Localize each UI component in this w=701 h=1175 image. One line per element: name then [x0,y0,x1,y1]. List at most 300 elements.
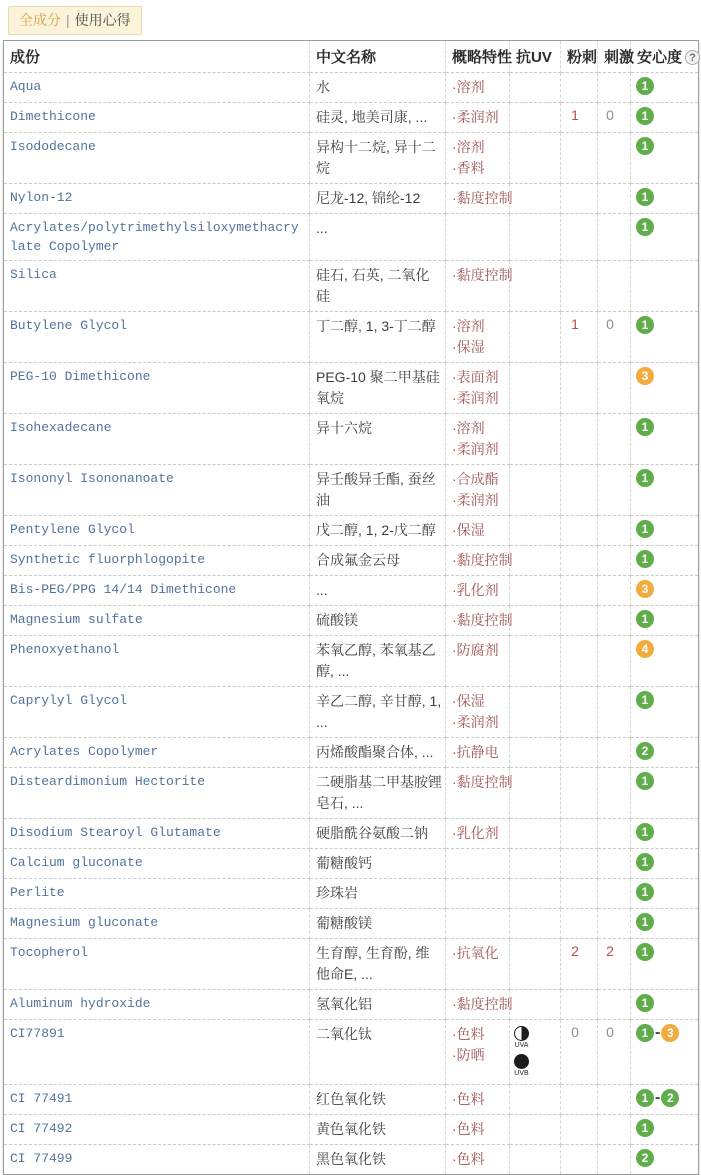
acne-value-cell [561,576,598,606]
properties-cell [446,939,510,990]
ingredient-name-link[interactable]: Caprylyl Glycol [4,687,310,738]
table-row [4,363,699,414]
safety-badge-cell [631,103,699,133]
safety-badge-green: 1 [636,218,654,236]
ingredient-name-link[interactable]: Silica [4,261,310,312]
chinese-name-cell: 葡糖酸镁 [310,909,446,939]
safety-badge-green: 1 [636,418,654,436]
property-tag: ·保湿 [452,339,485,355]
ingredient-name-link[interactable]: Aluminum hydroxide [4,990,310,1020]
properties-cell [446,606,513,636]
properties-cell [446,990,513,1020]
properties-cell [446,214,510,261]
safety-badge-cell [631,414,699,465]
safety-badge-cell [631,1085,699,1115]
safety-badge-green: 1 [636,77,654,95]
property-tag: ·黏度控制 [452,774,513,790]
anti-uv-cell [510,261,561,312]
acne-value-cell [561,214,598,261]
acne-value-cell [561,516,598,546]
acne-value-cell [561,1115,598,1145]
properties-cell [446,1085,510,1115]
irritation-value-cell [598,636,631,687]
chinese-name-cell: 苯氧乙醇, 苯氧基乙醇, ... [310,636,446,687]
acne-value-cell: 0 [561,1020,598,1085]
anti-uv-cell [510,546,561,576]
anti-uv-cell [510,184,561,214]
property-tag: ·保湿 [452,693,485,709]
header-properties: 概略特性 [446,41,510,73]
irritation-value-cell [598,546,631,576]
ingredient-name-link[interactable]: CI77891 [4,1020,310,1085]
property-tag: ·溶剂 [452,318,485,334]
table-row [4,687,699,738]
safety-badge-green: 2 [636,1149,654,1167]
anti-uv-cell [510,465,561,516]
properties-cell [446,261,513,312]
ingredient-name-link[interactable]: Butylene Glycol [4,312,310,363]
ingredient-name-link[interactable]: Disteardimonium Hectorite [4,768,310,819]
safety-badge-cell [631,909,699,939]
property-tag: ·溶剂 [452,420,485,436]
table-row [4,133,699,184]
acne-value-cell [561,546,598,576]
table-row [4,1145,699,1175]
acne-value-cell: 2 [561,939,598,990]
safety-badge-cell [631,768,699,819]
ingredient-name-link[interactable]: Nylon-12 [4,184,310,214]
ingredient-name-link[interactable]: PEG-10 Dimethicone [4,363,310,414]
acne-value-cell [561,768,598,819]
safety-badge-green: 1 [636,316,654,334]
anti-uv-cell [510,414,561,465]
acne-value-cell [561,1145,598,1175]
property-tag: ·保湿 [452,522,485,538]
table-row [4,1115,699,1145]
chinese-name-cell: 尼龙-12, 锦纶-12 [310,184,446,214]
property-tag: ·溶剂 [452,139,485,155]
properties-cell [446,73,510,103]
safety-badge-green: 1 [636,943,654,961]
safety-badge-cell [631,687,699,738]
acne-value-cell [561,1085,598,1115]
ingredient-name-link[interactable]: Perlite [4,879,310,909]
badge-range-dash: - [655,1024,661,1041]
property-tag: ·色料 [452,1091,485,1107]
ingredient-name-link[interactable]: Pentylene Glycol [4,516,310,546]
header-safety [631,41,699,73]
property-tag: ·柔润剂 [452,714,499,730]
table-row [4,636,699,687]
header-anti-uv: 抗UV [510,41,561,73]
table-row [4,414,699,465]
property-tag: ·黏度控制 [452,612,513,628]
chinese-name-cell: 黑色氧化铁 [310,1145,446,1175]
table-row [4,768,699,819]
table-body [4,73,699,1175]
acne-value-cell [561,261,598,312]
chinese-name-cell: 硫酸镁 [310,606,446,636]
chinese-name-cell: 戊二醇, 1, 2-戊二醇 [310,516,446,546]
safety-badge-cell [631,214,699,261]
header-ingredient: 成份 [4,41,310,73]
safety-badge-green: 1 [636,107,654,125]
safety-badge-orange: 3 [661,1024,679,1042]
properties-cell [446,312,510,363]
property-tag: ·防晒 [452,1047,485,1063]
property-tag: ·色料 [452,1026,485,1042]
table-row [4,312,699,363]
table-row [4,1085,699,1115]
properties-cell [446,133,510,184]
acne-value-cell [561,465,598,516]
properties-cell [446,879,510,909]
chinese-name-cell: 二氧化钛 [310,1020,446,1085]
safety-badge-cell [631,363,699,414]
safety-badge-cell [631,819,699,849]
properties-cell [446,516,510,546]
ingredient-name-link[interactable]: Magnesium sulfate [4,606,310,636]
safety-badge-orange: 3 [636,367,654,385]
safety-badge-cell [631,990,699,1020]
tab-separator: | [66,12,70,28]
property-tag: ·乳化剂 [452,825,499,841]
safety-badge-orange: 4 [636,640,654,658]
anti-uv-cell [510,879,561,909]
property-tag: ·合成酯 [452,471,499,487]
irritation-value-cell [598,184,631,214]
tab-bar [0,0,701,40]
safety-badge-cell [631,465,699,516]
irritation-value-cell [598,849,631,879]
anti-uv-cell [510,1020,561,1085]
chinese-name-cell: 葡糖酸钙 [310,849,446,879]
table-row [4,990,699,1020]
safety-badge-green: 1 [636,137,654,155]
irritation-value-cell [598,768,631,819]
anti-uv-cell [510,103,561,133]
safety-badge-green: 2 [661,1089,679,1107]
irritation-value-cell [598,879,631,909]
property-tag: ·黏度控制 [452,267,513,283]
safety-badge-green: 1 [636,853,654,871]
acne-value-cell [561,73,598,103]
property-tag: ·柔润剂 [452,109,499,125]
ingredient-name-link[interactable]: Dimethicone [4,103,310,133]
ingredient-name-link[interactable]: Acrylates Copolymer [4,738,310,768]
ingredients-table [3,40,699,1175]
safety-badge-cell [631,73,699,103]
ingredient-name-link[interactable]: Isononyl Isononanoate [4,465,310,516]
ingredient-name-link[interactable]: Isododecane [4,133,310,184]
safety-badge-cell [631,738,699,768]
chinese-name-cell: 二硬脂基二甲基胺锂皂石, ... [310,768,446,819]
property-tag: ·色料 [452,1151,485,1167]
properties-cell [446,103,510,133]
table-row [4,819,699,849]
ingredient-name-link[interactable]: Phenoxyethanol [4,636,310,687]
ingredient-name-link[interactable]: Tocopherol [4,939,310,990]
chinese-name-cell: 异十六烷 [310,414,446,465]
safety-badge-cell [631,606,699,636]
safety-badge-cell [631,849,699,879]
table-header-row [4,41,699,73]
safety-badge-green: 1 [636,913,654,931]
property-tag: ·色料 [452,1121,485,1137]
safety-badge-green: 1 [636,1024,654,1042]
uva-icon: UVA [514,1024,529,1050]
header-irritation: 刺激 [598,41,631,73]
safety-badge-cell [631,516,699,546]
safety-badge-green: 1 [636,823,654,841]
ingredient-name-link[interactable]: Disodium Stearoyl Glutamate [4,819,310,849]
table-row [4,103,699,133]
property-tag: ·黏度控制 [452,190,513,206]
anti-uv-cell [510,687,561,738]
safety-badge-orange: 3 [636,580,654,598]
anti-uv-cell [510,133,561,184]
anti-uv-cell [510,636,561,687]
table-row [4,738,699,768]
anti-uv-cell [510,1145,561,1175]
properties-cell [446,465,510,516]
safety-badge-green: 1 [636,550,654,568]
safety-badge-green: 1 [636,610,654,628]
acne-value-cell [561,184,598,214]
safety-badge-cell [631,1020,699,1085]
property-tag: ·黏度控制 [452,552,513,568]
properties-cell [446,184,513,214]
chinese-name-cell: 辛乙二醇, 辛甘醇, 1, ... [310,687,446,738]
anti-uv-cell [510,576,561,606]
table-row [4,184,699,214]
chinese-name-cell: 异壬酸异壬酯, 蚕丝油 [310,465,446,516]
property-tag: ·香料 [452,160,485,176]
safety-badge-cell [631,1115,699,1145]
chinese-name-cell: 生育醇, 生育酚, 维他命E, ... [310,939,446,990]
acne-value-cell [561,879,598,909]
property-tag: ·柔润剂 [452,441,499,457]
irritation-value-cell [598,516,631,546]
anti-uv-cell [510,312,561,363]
safety-badge-green: 1 [636,520,654,538]
irritation-value-cell [598,576,631,606]
anti-uv-cell [510,1115,561,1145]
table-row [4,606,699,636]
acne-value-cell [561,849,598,879]
header-safety-label: 安心度 [637,49,683,66]
chinese-name-cell: 硬脂酰谷氨酸二钠 [310,819,446,849]
chinese-name-cell: 黄色氧化铁 [310,1115,446,1145]
table-row [4,465,699,516]
chinese-name-cell: 红色氧化铁 [310,1085,446,1115]
property-tag: ·溶剂 [452,79,485,95]
irritation-value-cell [598,73,631,103]
properties-cell [446,414,510,465]
chinese-name-cell: 硅灵, 地美司康, ... [310,103,446,133]
chinese-name-cell: ... [310,576,446,606]
ingredient-name-link[interactable]: Calcium gluconate [4,849,310,879]
irritation-value-cell [598,1115,631,1145]
acne-value-cell [561,133,598,184]
properties-cell [446,363,510,414]
chinese-name-cell: ... [310,214,446,261]
anti-uv-cell [510,990,561,1020]
irritation-value-cell [598,1145,631,1175]
anti-uv-cell [510,363,561,414]
safety-badge-cell [631,312,699,363]
acne-value-cell [561,819,598,849]
acne-value-cell [561,687,598,738]
chinese-name-cell: 丙烯酸酯聚合体, ... [310,738,446,768]
irritation-value-cell [598,909,631,939]
table-row [4,939,699,990]
anti-uv-cell [510,909,561,939]
properties-cell [446,1145,510,1175]
anti-uv-cell [510,214,561,261]
anti-uv-cell [510,516,561,546]
ingredient-name-link[interactable]: Synthetic fluorphlogopite [4,546,310,576]
acne-value-cell: 1 [561,312,598,363]
acne-value-cell [561,738,598,768]
anti-uv-cell [510,939,561,990]
irritation-value-cell [598,133,631,184]
property-tag: ·黏度控制 [452,996,513,1012]
safety-badge-cell [631,1145,699,1175]
table-row [4,214,699,261]
properties-cell [446,546,513,576]
irritation-value-cell [598,214,631,261]
ingredient-name-link[interactable]: Acrylates/polytrimethylsiloxymethacrylate Copolymer [4,214,310,261]
ingredient-name-link[interactable]: CI 77491 [4,1085,310,1115]
safety-badge-green: 1 [636,188,654,206]
ingredient-name-link[interactable]: CI 77492 [4,1115,310,1145]
ingredient-name-link[interactable]: Bis-PEG/PPG 14/14 Dimethicone [4,576,310,606]
property-tag: ·抗氧化 [452,945,499,961]
properties-cell [446,738,510,768]
properties-cell [446,1115,510,1145]
table-row [4,261,699,312]
table-row [4,73,699,103]
header-acne: 粉刺 [561,41,598,73]
safety-badge-cell [631,546,699,576]
irritation-value-cell [598,738,631,768]
anti-uv-cell [510,849,561,879]
properties-cell [446,819,510,849]
safety-badge-green: 1 [636,1119,654,1137]
chinese-name-cell: 珍珠岩 [310,879,446,909]
table-row [4,546,699,576]
acne-value-cell [561,363,598,414]
properties-cell [446,849,510,879]
irritation-value-cell: 2 [598,939,631,990]
chinese-name-cell: PEG-10 聚二甲基硅氧烷 [310,363,446,414]
chinese-name-cell: 丁二醇, 1, 3-丁二醇 [310,312,446,363]
safety-badge-green: 2 [636,742,654,760]
uvb-icon: UVB [514,1052,529,1078]
chinese-name-cell: 氢氧化铝 [310,990,446,1020]
acne-value-cell [561,990,598,1020]
irritation-value-cell [598,1085,631,1115]
table-row [4,879,699,909]
safety-badge-green: 1 [636,883,654,901]
chinese-name-cell: 水 [310,73,446,103]
tab-full-ingredients-label: 全成分 [19,12,61,28]
ingredient-name-link[interactable]: Aqua [4,73,310,103]
safety-badge-green: 1 [636,469,654,487]
chinese-name-cell: 硅石, 石英, 二氧化硅 [310,261,446,312]
safety-badge-green: 1 [636,691,654,709]
badge-range-dash: - [655,1089,661,1106]
table-row [4,576,699,606]
ingredient-name-link[interactable]: Isohexadecane [4,414,310,465]
acne-value-cell [561,909,598,939]
property-tag: ·柔润剂 [452,492,499,508]
anti-uv-cell [510,819,561,849]
irritation-value-cell: 0 [598,1020,631,1085]
irritation-value-cell [598,819,631,849]
anti-uv-cell [510,73,561,103]
irritation-value-cell: 0 [598,103,631,133]
table-row [4,909,699,939]
properties-cell [446,636,510,687]
irritation-value-cell [598,363,631,414]
safety-badge-green: 1 [636,1089,654,1107]
acne-value-cell [561,636,598,687]
irritation-value-cell [598,687,631,738]
property-tag: ·防腐剂 [452,642,499,658]
properties-cell [446,909,510,939]
safety-badge-cell [631,939,699,990]
table-row [4,516,699,546]
properties-cell [446,1020,510,1085]
safety-badge-green: 1 [636,994,654,1012]
irritation-value-cell [598,414,631,465]
anti-uv-cell [510,1085,561,1115]
chinese-name-cell: 合成氟金云母 [310,546,446,576]
safety-badge-cell [631,879,699,909]
help-icon[interactable]: ? [685,50,700,65]
irritation-value-cell [598,465,631,516]
ingredient-name-link[interactable]: CI 77499 [4,1145,310,1175]
tab-full-ingredients[interactable] [8,6,142,35]
anti-uv-cell [510,738,561,768]
properties-cell [446,576,510,606]
property-tag: ·抗静电 [452,744,499,760]
safety-badge-green: 1 [636,772,654,790]
table-row [4,1020,699,1085]
acne-value-cell [561,414,598,465]
acne-value-cell: 1 [561,103,598,133]
chinese-name-cell: 异构十二烷, 异十二烷 [310,133,446,184]
irritation-value-cell: 0 [598,312,631,363]
properties-cell [446,768,513,819]
tab-usage-notes-label[interactable]: 使用心得 [74,12,131,28]
property-tag: ·乳化剂 [452,582,499,598]
safety-badge-cell [631,184,699,214]
properties-cell [446,687,510,738]
anti-uv-cell [510,606,561,636]
irritation-value-cell [598,606,631,636]
irritation-value-cell [598,261,631,312]
header-chinese-name: 中文名称 [310,41,446,73]
safety-badge-cell [631,576,699,606]
anti-uv-cell [510,768,561,819]
ingredient-name-link[interactable]: Magnesium gluconate [4,909,310,939]
property-tag: ·柔润剂 [452,390,499,406]
safety-badge-cell [631,133,699,184]
acne-value-cell [561,606,598,636]
